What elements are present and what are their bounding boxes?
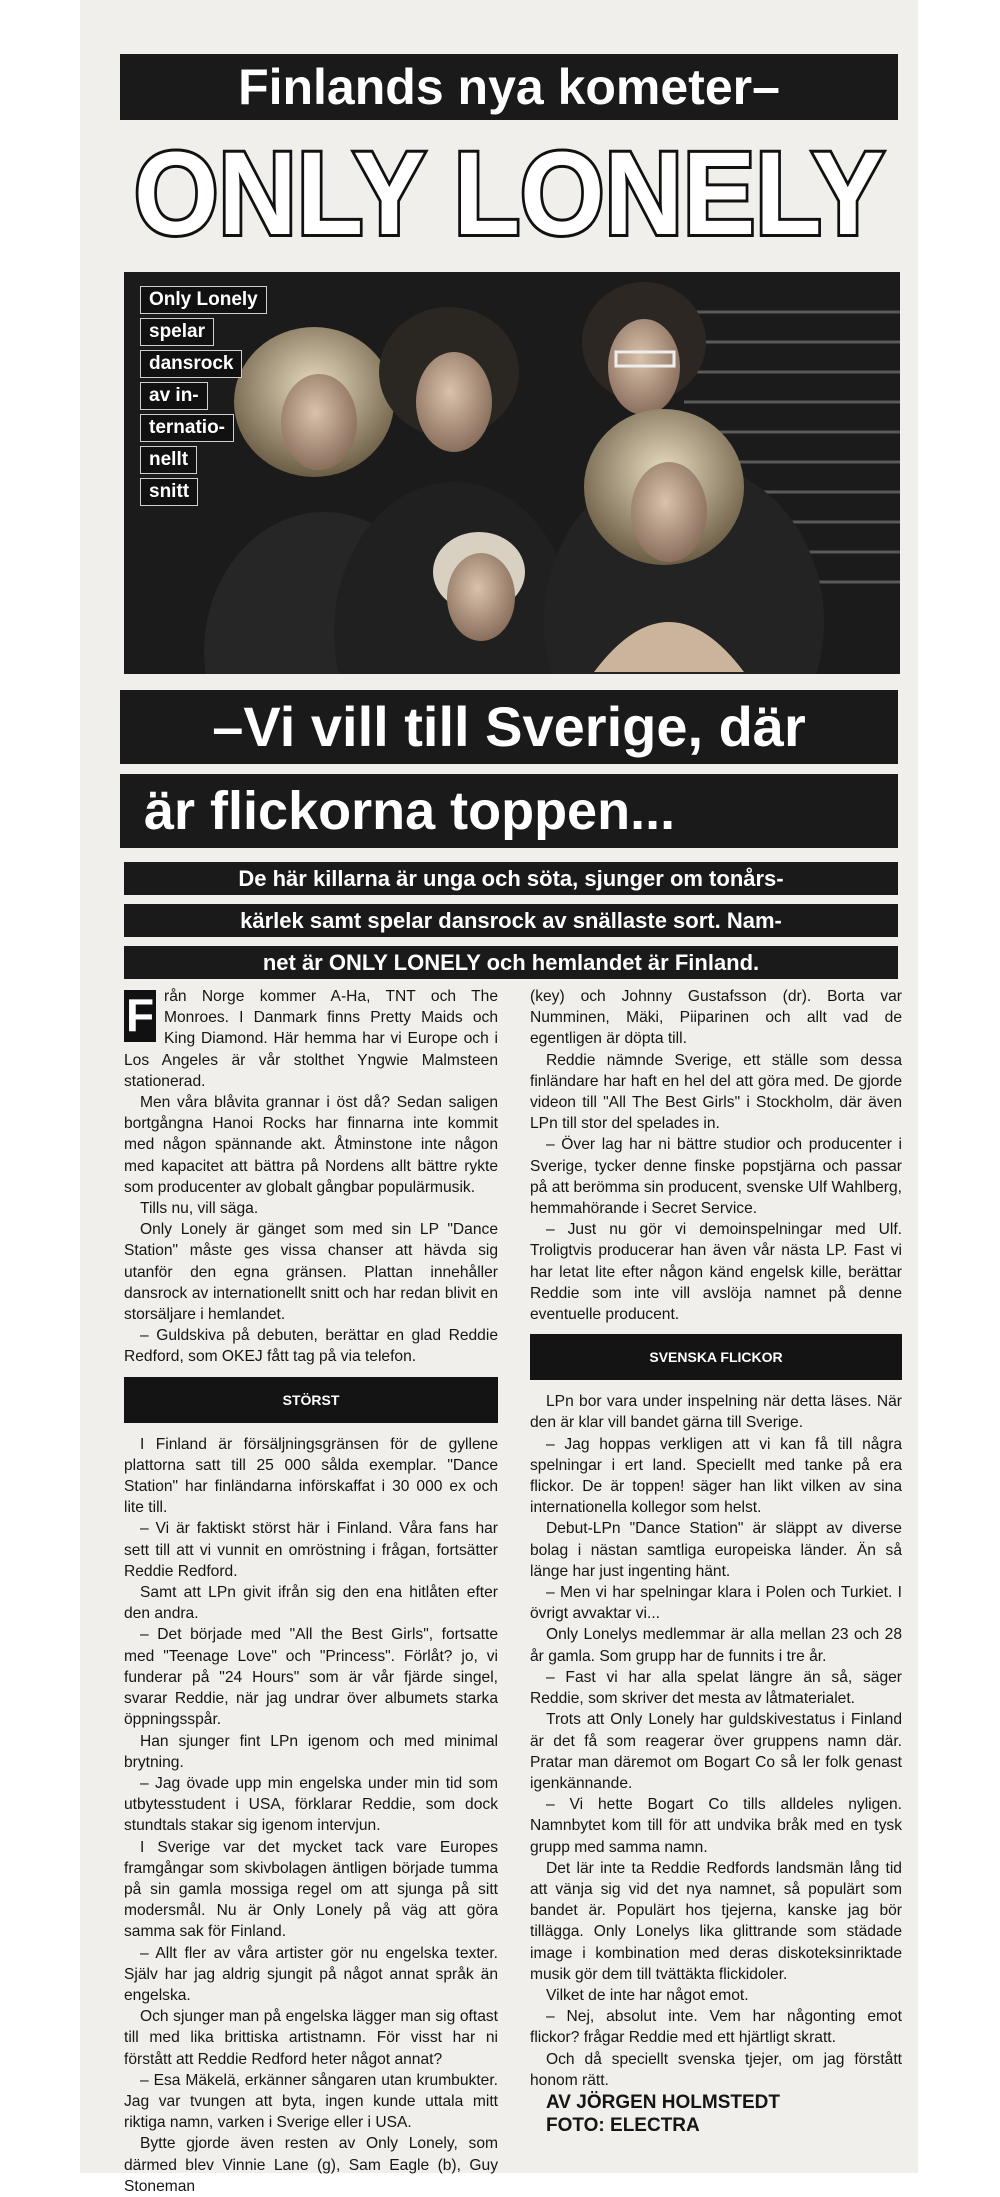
- body-paragraph: – Nej, absolut inte. Vem har någonting emot flickor? frågar Reddie med ett hjärtligt skratt.: [530, 2008, 902, 2047]
- body-paragraph: – Jag hoppas verkligen att vi kan få till några spelningar i ert land. Speciellt med tanke på era flickor. De är toppen! säger han likt vilken av sina internationella kollegor som helst.: [530, 1435, 902, 1517]
- lead-line-2: kärlek samt spelar dansrock av snällaste sort. Nam-: [124, 904, 898, 937]
- body-paragraph: Tills nu, vill säga.: [140, 1200, 259, 1218]
- byline: AV JÖRGEN HOLMSTEDT: [546, 2091, 780, 2113]
- lead-line-1: De här killarna är unga och söta, sjunger om tonårs-: [124, 862, 898, 895]
- body-paragraph: Vilket de inte har något emot.: [546, 1986, 749, 2004]
- caption-line: dansrock: [140, 350, 242, 378]
- body-paragraph: Trots att Only Lonely har guldskivestatus i Finland är det få som reagerar över gruppens namn där. Pratar man däremot om Bogart Co så ler folk genast igenkännande.: [530, 1711, 902, 1792]
- body-paragraph: Bytte gjorde även resten av Only Lonely, som därmed blev Vinnie Lane (g), Sam Eagle (b), Guy Stoneman: [124, 2135, 498, 2195]
- caption-line: av in-: [140, 382, 208, 410]
- drop-cap: F: [125, 989, 155, 1041]
- body-paragraph: Only Lonely är gänget som med sin LP "Dance Station" måste ges vissa chanser att hävda sig utanför den egna gränsen. Plattan innehåller dansrock av internationellt snitt och har redan blivit en storsäljare i hemlandet.: [124, 1221, 498, 1324]
- body-paragraph: – Allt fler av våra artister gör nu engelska texter. Själv har jag aldrig sjungit på något annat språk än engelska.: [124, 1944, 498, 2004]
- body-paragraph: Samt att LPn givit ifrån sig den ena hitlåten efter den andra.: [124, 1584, 498, 1623]
- subhead-svenska-flickor: SVENSKA FLICKOR: [530, 1334, 902, 1380]
- photo-caption: [140, 286, 267, 510]
- body-paragraph: – Men vi har spelningar klara i Polen och Turkiet. I övrigt avvaktar vi...: [530, 1584, 902, 1623]
- body-paragraph: LPn bor vara under inspelning när detta läses. När den är klar vill bandet gärna till Sverige.: [530, 1393, 902, 1432]
- body-paragraph: F rån Norge kommer A-Ha, TNT och The Monroes. I Danmark finns Pretty Maids och King Diamond. Här hemma har vi Europe och i Los Angeles är vår stolthet Yngwie Malmsteen stationerad.: [124, 988, 498, 1090]
- body-paragraph: (key) och Johnny Gustafsson (dr). Borta var Numminen, Mäki, Piiparinen och allt vad de egentligen är döpta till.: [530, 988, 902, 1048]
- pull-quote-line-2: är flickorna toppen...: [120, 774, 898, 848]
- body-paragraph: Han sjunger fint LPn igenom och med minimal brytning.: [124, 1732, 498, 1771]
- body-column-right: [530, 986, 902, 2137]
- band-photo: [124, 272, 900, 674]
- headline-text: ONLY LONELY: [134, 128, 884, 260]
- body-paragraph: Only Lonelys medlemmar är alla mellan 23 och 28 år gamla. Som grupp har de funnits i tre år.: [530, 1626, 902, 1665]
- body-paragraph: Och sjunger man på engelska lägger man sig oftast till med lika brittiska artistnamn. För visst har ni förstått att Reddie Redford heter något annat?: [124, 2008, 498, 2068]
- body-paragraph: – Just nu gör vi demoinspelningar med Ulf. Troligtvis producerar han även vår nästa LP. Fast vi har letat lite efter någon känd engelsk kille, berättar Reddie som inte vill avslöja namnet på denne eventuelle producent.: [530, 1221, 902, 1324]
- caption-line: ternatio-: [140, 414, 234, 442]
- body-paragraph: Debut-LPn "Dance Station" är släppt av diverse bolag i nästan samtliga europeiska länder. Än så länge har just ingenting hänt.: [530, 1520, 902, 1580]
- body-paragraph: Men våra blåvita grannar i öst då? Sedan saligen bortgångna Hanoi Rocks har finnarna inte kommit med någon spännande akt. Åtminstone inte någon med kapacitet att bättra på Nordens allt bättre rykte som producenter av globalt gångbar populärmusik.: [124, 1094, 498, 1196]
- pull-quote-line-1: –Vi vill till Sverige, där: [120, 690, 898, 764]
- photo-credit: FOTO: ELECTRA: [546, 2114, 700, 2136]
- body-paragraph: Och då speciellt svenska tjejer, om jag förstått honom rätt.: [530, 2050, 902, 2089]
- lead-line-3: net är ONLY LONELY och hemlandet är Finland.: [124, 946, 898, 979]
- caption-line: snitt: [140, 478, 198, 506]
- body-paragraph: Reddie nämnde Sverige, ett ställe som dessa finländare har haft en hel del att göra med. De gjorde videon till "All The Best Girls" i Stockholm, där även LPn till stor del spelades in.: [530, 1051, 902, 1133]
- body-paragraph: – Guldskiva på debuten, berättar en glad Reddie Redford, som OKEJ fått tag på via telefon.: [124, 1327, 498, 1366]
- body-paragraph: – Vi är faktiskt störst här i Finland. Våra fans har sett till att vi vunnit en omröstning i frågan, fortsätter Reddie Redford.: [124, 1520, 498, 1580]
- kicker-bar: Finlands nya kometer–: [120, 54, 898, 120]
- headline: [120, 124, 898, 264]
- body-paragraph: I Finland är försäljningsgränsen för de gyllene plattorna satt till 25 000 sålda exemplar. "Dance Station" har finländarna införskaffat i 30 000 ex och lite till.: [124, 1435, 498, 1517]
- subhead-storst: STÖRST: [124, 1377, 498, 1423]
- body-paragraph: – Jag övade upp min engelska under min tid som utbytesstudent i USA, förklarar Reddie, som dock stundtals stakar sig igenom intervjun.: [124, 1774, 498, 1835]
- caption-line: nellt: [140, 446, 197, 474]
- caption-line: Only Lonely: [140, 286, 267, 314]
- body-paragraph: – Över lag har ni bättre studior och producenter i Sverige, tycker denne finske popstjärna och passar på att berömma sin producent, svenske Ulf Wahlberg, hemmahörande i Secret Service.: [530, 1136, 902, 1218]
- body-column-left: [124, 986, 498, 2197]
- caption-line: spelar: [140, 318, 214, 346]
- body-paragraph: – Vi hette Bogart Co tills alldeles nyligen. Namnbytet kom till för att undvika bråk med en tysk grupp med samma namn.: [530, 1796, 902, 1856]
- body-paragraph: – Det började med "All the Best Girls", fortsatte med "Teenage Love" och "Princess". Förlåt? jo, vi funderar på "24 Hours" som är vår fjärde singel, svarar Reddie, när jag undrar över albumets starka öppningsspår.: [124, 1626, 498, 1729]
- body-paragraph: – Fast vi har alla spelat längre än så, säger Reddie, som skriver det mesta av låtmaterialet.: [530, 1668, 902, 1708]
- body-paragraph: I Sverige var det mycket tack vare Europes framgångar som skivbolagen äntligen började tumma på sin gamla mossiga regel om att sjunga på sitt modersmål. Nu är Only Lonely på väg att göra samma sak för Finland.: [124, 1838, 498, 1941]
- body-paragraph: – Esa Mäkelä, erkänner sångaren utan krumbukter. Jag var tvungen att byta, ingen kunde uttala mitt riktiga namn, varken i Sverige eller i USA.: [124, 2071, 498, 2132]
- body-paragraph: Det lär inte ta Reddie Redfords landsmän lång tid att vänja sig vid det nya namnet, så populärt som bandet är. Populärt hos tjejerna, kanske jag bör tillägga. Only Lonelys lika glittrande som städade image i kombination med deras diskoteksinriktade musik gör dem till tvättäkta flickidoler.: [530, 1859, 902, 1983]
